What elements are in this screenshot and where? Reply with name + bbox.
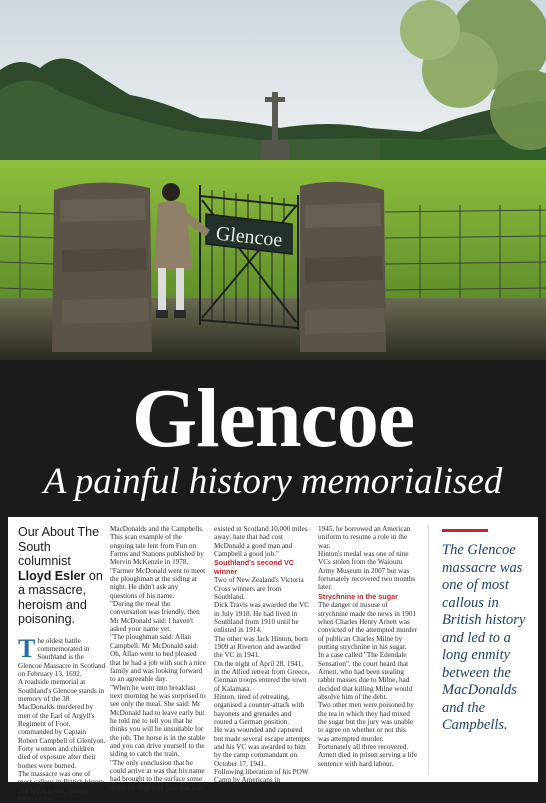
kicker-text-before: Our About The South columnist <box>18 525 99 568</box>
pull-quote-column <box>432 525 536 735</box>
paragraph: Following liberation of his POW Camp by Americans in <box>214 768 310 785</box>
paragraph: Fortunately all three recovered. <box>318 743 418 751</box>
pull-quote: The Glencoe massacre was one of most callous in British history and led to a long enmity between the MacDonalds and the Campbells. <box>432 542 536 735</box>
paragraph: "The only conclusion that he could arrive at was that his name had brought to the surface some stubborn Highland hate that had <box>110 759 206 792</box>
headline-title: Glencoe <box>0 374 546 464</box>
pull-quote-rule <box>442 529 488 532</box>
column-3 <box>214 525 310 785</box>
paragraph: he oldest battle commemorated in Southland is the Glencoe Massacre in Scotland on February 13, 1692. <box>18 637 106 679</box>
column-2-text <box>110 525 206 792</box>
paragraph: Forty women and children died of exposure after their homes were burned. <box>18 745 106 770</box>
paragraph: The danger of misuse of strychnine made the news in 1901 when Charles Henry Arnett was convicted of the attempted murder of publican Charles Milne by putting strychnine in his sugar. <box>318 601 418 651</box>
column-1-text <box>18 637 106 803</box>
column-4-text <box>318 525 418 768</box>
stone-pillar-left <box>52 182 152 352</box>
column-3-text <box>214 525 310 785</box>
subhead-strychnine: Strychnine in the sugar <box>318 593 418 601</box>
paragraph: Two other men were poisoned by the tea in which they had mixed the sugar but the jury was unable to agree on whether or not this was attempted murder. <box>318 701 418 743</box>
paragraph: Hinton, tired of retreating, organised a counter-attack with bayonets and grenades and routed a German position. <box>214 693 310 726</box>
author-name: Lloyd Esler <box>18 569 85 583</box>
subhead-vc-winner: Southland's second VC winner <box>214 559 310 576</box>
paragraph: The other was Jack Hinton, born 1909 at Riverton and awarded the VC in 1941. <box>214 635 310 660</box>
paragraph: He was wounded and captured but made several escape attempts and his VC was awarded to him by the camp commandant on October 17, 1941. <box>214 726 310 768</box>
paragraph: "When he went into breakfast next morning he was surprised to see only the meal. She said: Mr McDonald had to leave early but he told me to tell you that he thinks you will be unsuitable for the job. The horse is in the stable and you can drive yourself to the siding to catch the train. <box>110 684 206 759</box>
paragraph: "The ploughman said: Allan Campbell. Mr McDonald said: Oh, Allan went to bed pleased that he had a job with such a nice family and was looking forward to an agreeable day. <box>110 633 206 683</box>
paragraph: "During the meal the conversation was friendly, then Mr McDonald said: I haven't asked your name yet. <box>110 600 206 633</box>
paragraph: Hinton's medal was one of nine VCs stolen from the Waiouru Army Museum in 2007 but was fortunately recovered two months later. <box>318 550 418 592</box>
article-body <box>8 517 538 782</box>
paragraph: Dick Travis was awarded the VC in July 1918. He had lived in Southland from 1910 until he enlisted in 1914. <box>214 601 310 634</box>
kicker-text-after: on a massacre, heroism and poisoning. <box>18 569 103 627</box>
paragraph: MacDonalds and the Campbells. <box>110 525 206 533</box>
intro-kicker <box>18 525 106 627</box>
paragraph: Two of New Zealand's Victoria Cross winners are from Southland. <box>214 576 310 601</box>
dropcap: T <box>18 638 35 660</box>
column-4 <box>318 525 418 768</box>
paragraph: This scan example of the ongoing tale lent from Fun on Farms and Stations published by Mervin McKenzie in 1978. <box>110 533 206 566</box>
gate-sign-text: Glencoe <box>215 223 284 252</box>
stone-pillar-right <box>300 182 386 352</box>
column-2 <box>110 525 206 792</box>
paragraph: "Farmer McDonald went to meet the ploughman at the siding at night. He didn't ask any questions of his name. <box>110 567 206 600</box>
hero-photo <box>0 0 546 360</box>
paragraph: In a case called "The Edendale Sensation", the court heard that Arnett, who had been stealing rabbit masses due to Milne, had decided that killing Milne would absolve him of the debt. <box>318 651 418 701</box>
paragraph: existed in Scotland 10,000 miles away; hate that had cost McDonald a good man and Campbell a good job." <box>214 525 310 558</box>
photo-illustration <box>0 0 546 360</box>
paragraph: On the night of April 28, 1941, in the Allied retreat from Greece, German troops entered the town of Kalamata. <box>214 660 310 693</box>
intro-column <box>18 525 106 803</box>
paragraph: A roadside memorial at Southland's Glencoe stands in memory of the 38 MacDonalds murdered by men of the Earl of Argyll's Regiment of Foot, commanded by Captain Robert Campbell of Glenlyon. <box>18 678 106 745</box>
paragraph: 1945, he borrowed an American uniform to resume a role in the war. <box>318 525 418 550</box>
paragraph: Arnett died in prison serving a life sentence with hard labour. <box>318 751 418 768</box>
pull-quote-divider <box>428 525 429 775</box>
headline-band <box>0 360 546 515</box>
headline-subtitle: A painful history memorialised <box>0 460 546 504</box>
paragraph: The massacre was one of most callous in British history and led to a long enmity between the <box>18 770 106 803</box>
